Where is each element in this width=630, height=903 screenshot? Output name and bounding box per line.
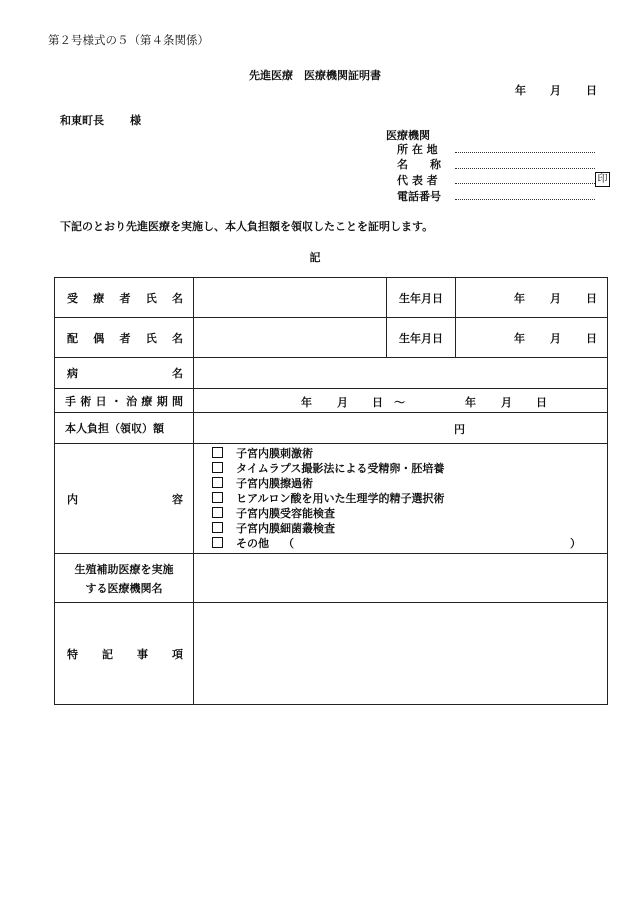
addressee-suffix: 様 bbox=[130, 114, 141, 127]
issue-date-month: 月 bbox=[550, 84, 561, 97]
patient-name-field[interactable] bbox=[194, 278, 387, 318]
addressee-name: 和東町長 bbox=[60, 114, 104, 127]
patient-row bbox=[55, 278, 608, 318]
checkbox[interactable] bbox=[212, 462, 223, 473]
issue-date-year: 年 bbox=[515, 84, 526, 97]
issue-date-day: 日 bbox=[586, 84, 597, 97]
institution-address-line bbox=[455, 152, 595, 153]
checkbox[interactable] bbox=[212, 522, 223, 533]
content-option[interactable]: ヒアルロン酸を用いた生理学的精子選択術 bbox=[212, 491, 607, 506]
patient-name-label: 受 療 者 氏 名 bbox=[55, 278, 194, 318]
payment-field[interactable] bbox=[194, 413, 608, 444]
certificate-table bbox=[54, 277, 608, 705]
patient-birthdate-label: 生年月日 bbox=[387, 278, 456, 318]
content-label: 内 容 bbox=[55, 444, 194, 554]
spouse-name-field[interactable] bbox=[194, 318, 387, 358]
ki-heading: 記 bbox=[309, 251, 321, 264]
content-row bbox=[55, 444, 608, 554]
remarks-field[interactable] bbox=[194, 603, 608, 705]
institution-heading: 医療機関 bbox=[386, 129, 430, 142]
period-label: 手 術 日 ・ 治 療 期 間 bbox=[55, 389, 194, 413]
spouse-birthdate-label: 生年月日 bbox=[387, 318, 456, 358]
spouse-birthdate-field[interactable]: 年 月 日 bbox=[456, 318, 608, 358]
checkbox[interactable] bbox=[212, 507, 223, 518]
facility-field[interactable] bbox=[194, 554, 608, 603]
content-option[interactable]: タイムラプス撮影法による受精卵・胚培養 bbox=[212, 461, 607, 476]
spouse-row bbox=[55, 318, 608, 358]
institution-name-line bbox=[455, 168, 595, 169]
content-option-other[interactable]: その他 （ ） bbox=[212, 536, 607, 551]
content-option[interactable]: 子宮内膜細菌叢検査 bbox=[212, 521, 607, 536]
content-option[interactable]: 子宮内膜受容能検査 bbox=[212, 506, 607, 521]
form-number: 第２号様式の５（第４条関係） bbox=[48, 33, 209, 47]
checkbox[interactable] bbox=[212, 447, 223, 458]
payment-row bbox=[55, 413, 608, 444]
patient-birthdate-field[interactable]: 年 月 日 bbox=[456, 278, 608, 318]
institution-representative-line bbox=[455, 183, 595, 184]
payment-label: 本人負担（領収）額 bbox=[55, 413, 194, 444]
remarks-label: 特 記 事 項 bbox=[55, 603, 194, 705]
disease-label: 病 名 bbox=[55, 358, 194, 389]
seal-mark: 印 bbox=[595, 172, 610, 187]
period-field[interactable]: 年 月 日 ～ 年 月 日 bbox=[194, 389, 608, 413]
disease-field[interactable] bbox=[194, 358, 608, 389]
institution-address-label: 所 在 地 bbox=[397, 143, 438, 156]
content-option[interactable]: 子宮内膜擦過術 bbox=[212, 476, 607, 491]
statement-text: 下記のとおり先進医療を実施し、本人負担額を領収したことを証明します。 bbox=[60, 220, 434, 233]
facility-label: 生殖補助医療を実施 する医療機関名 bbox=[55, 554, 194, 603]
institution-representative-label: 代 表 者 bbox=[397, 174, 438, 187]
period-row bbox=[55, 389, 608, 413]
payment-unit: 円 bbox=[454, 423, 465, 436]
institution-phone-label: 電話番号 bbox=[397, 190, 441, 203]
institution-phone-line bbox=[455, 199, 595, 200]
document-title: 先進医療 医療機関証明書 bbox=[249, 69, 381, 82]
spouse-name-label: 配 偶 者 氏 名 bbox=[55, 318, 194, 358]
checkbox[interactable] bbox=[212, 492, 223, 503]
remarks-row bbox=[55, 603, 608, 705]
facility-row bbox=[55, 554, 608, 603]
checkbox[interactable] bbox=[212, 537, 223, 548]
content-field bbox=[194, 444, 608, 554]
disease-row bbox=[55, 358, 608, 389]
institution-name-label: 名 称 bbox=[397, 158, 441, 171]
content-option[interactable]: 子宮内膜刺激術 bbox=[212, 446, 607, 461]
checkbox[interactable] bbox=[212, 477, 223, 488]
